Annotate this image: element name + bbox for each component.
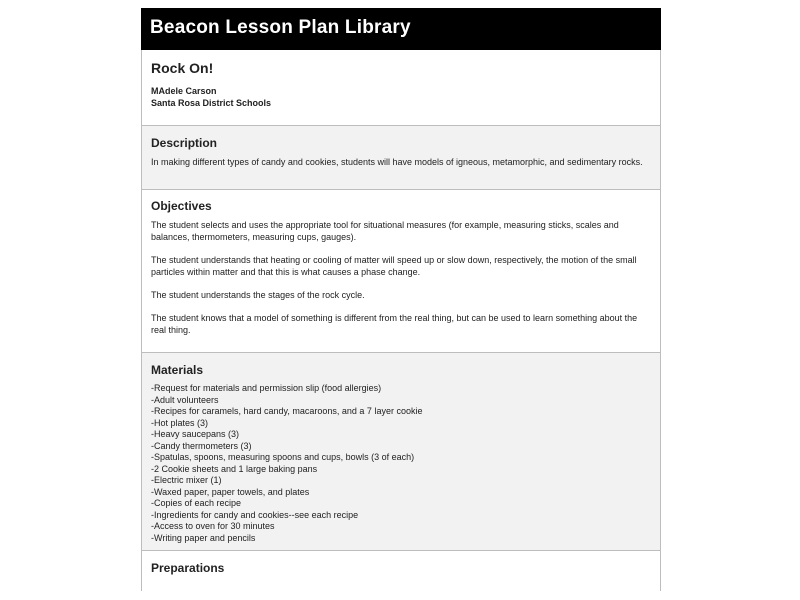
preparations-heading: Preparations (151, 561, 225, 575)
list-item: -Heavy saucepans (3) (151, 429, 240, 439)
objective-item: The student understands the stages of the rock cycle. (151, 290, 365, 300)
list-item: -Writing paper and pencils (151, 532, 256, 543)
materials-section (141, 353, 661, 551)
list-item: -Recipes for caramels, hard candy, macaroons, and a 7 layer cookie (151, 406, 423, 416)
lesson-plan-page (141, 8, 661, 591)
site-banner (141, 8, 661, 50)
materials-heading: Materials (151, 363, 204, 377)
list-item: -Access to oven for 30 minutes (151, 521, 275, 531)
objectives-section (141, 190, 661, 353)
objective-item: The student understands that heating or cooling of matter will speed up or slow down, respectively, the motion of the small particles within matter and that this is what causes a phase change. (151, 255, 637, 277)
description-heading: Description (151, 136, 218, 150)
list-item: -2 Cookie sheets and 1 large baking pans (151, 463, 318, 474)
list-item: -Electric mixer (1) (151, 475, 222, 485)
preparations-section (141, 551, 661, 591)
description-section (141, 126, 661, 190)
objective-item: The student selects and uses the appropriate tool for situational measures (for example, measuring sticks, scales and balances, thermometers, measuring cups, gauges). (151, 220, 619, 242)
list-item: -Adult volunteers (151, 394, 219, 405)
list-item: -Spatulas, spoons, measuring spoons and cups, bowls (3 of each) (151, 452, 415, 462)
materials-list (151, 383, 652, 544)
lesson-author: MAdele Carson (151, 86, 217, 96)
objectives-heading: Objectives (151, 199, 212, 213)
lesson-school: Santa Rosa District Schools (151, 98, 272, 108)
list-item: -Ingredients for candy and cookies--see each recipe (151, 509, 359, 520)
description-text: In making different types of candy and cookies, students will have models of igneous, metamorphic, and sedimentary rocks. (151, 157, 643, 167)
site-title: Beacon Lesson Plan Library (150, 17, 411, 38)
list-item: -Copies of each recipe (151, 498, 242, 508)
list-item: -Request for materials and permission slip (food allergies) (151, 383, 382, 393)
list-item: -Candy thermometers (3) (151, 440, 252, 451)
list-item: -Hot plates (3) (151, 417, 209, 428)
lesson-title: Rock On! (151, 60, 214, 76)
list-item: -Waxed paper, paper towels, and plates (151, 486, 310, 497)
objective-item: The student knows that a model of something is different from the real thing, but can be used to learn something about the real thing. (151, 313, 638, 335)
lesson-header-section (141, 50, 661, 126)
